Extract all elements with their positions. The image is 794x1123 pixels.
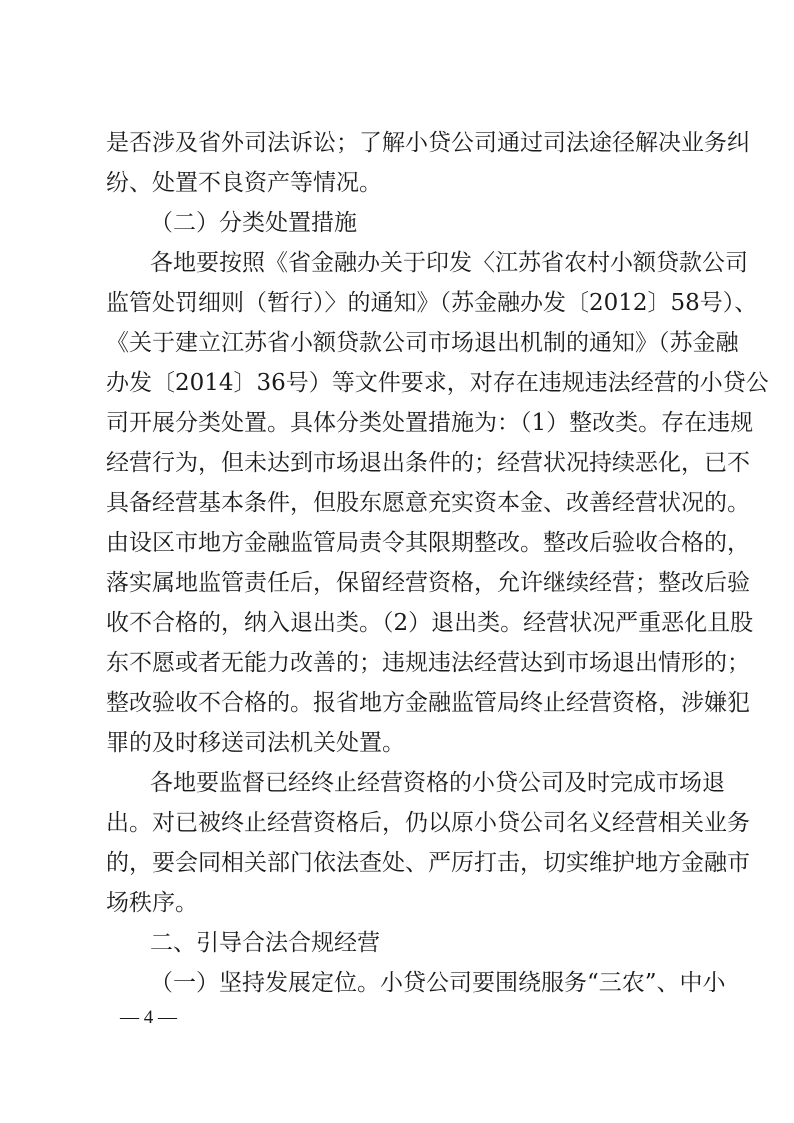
body-text-line: 纷、处置不良资产等情况。 <box>106 170 382 196</box>
body-text-line: 办发〔2014〕36号）等文件要求，对存在违规违法经营的小贷公 <box>106 370 769 396</box>
body-text-line: 由设区市地方金融监管局责令其限期整改。整改后验收合格的， <box>106 530 750 556</box>
body-text-line: 具备经营基本条件，但股东愿意充实资本金、改善经营状况的。 <box>106 490 750 516</box>
paragraph-first-line: 各地要监督已经终止经营资格的小贷公司及时完成市场退 <box>150 770 725 796</box>
body-text-line: 罪的及时移送司法机关处置。 <box>106 730 405 756</box>
section-subheading: （二）分类处置措施 <box>150 210 357 236</box>
body-text-line: 收不合格的，纳入退出类。（2）退出类。经营状况严重恶化且股 <box>106 610 754 636</box>
page-number: — 4 — <box>120 1007 177 1028</box>
body-text-line: 落实属地监管责任后，保留经营资格，允许继续经营；整改后验 <box>106 570 750 596</box>
body-text-line: 司开展分类处置。具体分类处置措施为：（1）整改类。存在违规 <box>106 410 754 436</box>
paragraph-first-line: 各地要按照《省金融办关于印发〈江苏省农村小额贷款公司 <box>150 250 748 276</box>
body-text-line: 东不愿或者无能力改善的；违规违法经营达到市场退出情形的； <box>106 650 750 676</box>
paragraph-first-line: （一）坚持发展定位。小贷公司要围绕服务“三农”、中小 <box>150 970 726 996</box>
body-text-line: 《关于建立江苏省小额贷款公司市场退出机制的通知》（苏金融 <box>106 330 739 356</box>
body-text-line: 经营行为，但未达到市场退出条件的；经营状况持续恶化，已不 <box>106 450 750 476</box>
body-text-line: 的，要会同相关部门依法查处、严厉打击，切实维护地方金融市 <box>106 850 750 876</box>
section-heading: 二、引导合法合规经营 <box>150 930 380 956</box>
body-text-line: 场秩序。 <box>106 890 198 916</box>
body-text-line: 出。对已被终止经营资格后，仍以原小贷公司名义经营相关业务 <box>106 810 750 836</box>
body-text-line: 是否涉及省外司法诉讼；了解小贷公司通过司法途径解决业务纠 <box>106 130 750 156</box>
body-text-line: 监管处罚细则（暂行）〉的通知》（苏金融办发〔2012〕58号）、 <box>106 290 758 316</box>
body-text-line: 整改验收不合格的。报省地方金融监管局终止经营资格，涉嫌犯 <box>106 690 750 716</box>
